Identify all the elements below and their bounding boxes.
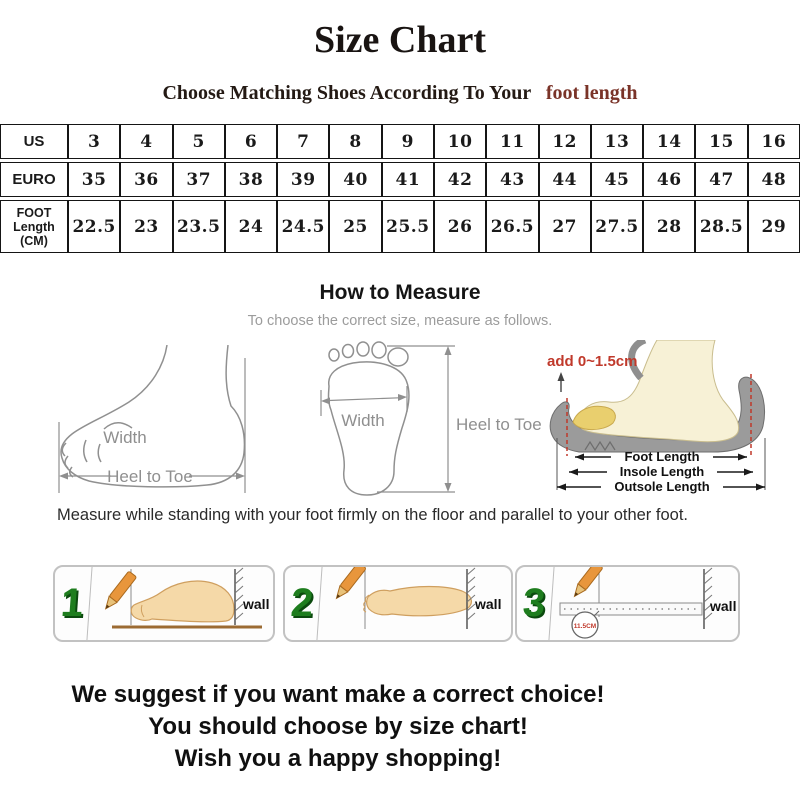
size-cell: 41	[382, 162, 434, 197]
subtitle-accent: foot length	[545, 82, 638, 104]
size-table	[0, 121, 800, 256]
size-cell: 14	[643, 124, 695, 159]
size-cell: 47	[695, 162, 747, 197]
size-cell: 11	[486, 124, 538, 159]
size-cell: 45	[591, 162, 643, 197]
size-cell: 24.5	[277, 200, 329, 253]
size-cell: 27.5	[591, 200, 643, 253]
size-cell: 13	[591, 124, 643, 159]
size-cell: 44	[539, 162, 591, 197]
wall-label: wall	[710, 598, 737, 614]
table-row-foot-length	[0, 200, 800, 253]
size-cell: 27	[539, 200, 591, 253]
footer-line-1: We suggest if you want make a correct choice!	[71, 681, 605, 708]
size-cell: 29	[748, 200, 800, 253]
wall-label: wall	[243, 596, 270, 612]
size-cell: 46	[643, 162, 695, 197]
heel-to-toe-label: Heel to Toe	[107, 467, 193, 486]
step-panel-2	[283, 565, 513, 642]
size-cell: 6	[225, 124, 277, 159]
size-cell: 16	[748, 124, 800, 159]
step-number: 3	[514, 567, 554, 640]
size-cell: 5	[173, 124, 225, 159]
size-cell: 28	[643, 200, 695, 253]
insole-length-label: Insole Length	[619, 464, 705, 479]
footer-message	[0, 679, 676, 775]
toe-patch	[573, 406, 615, 429]
ruler-value-label: 11.5CM	[573, 623, 597, 630]
footprint-diagram	[305, 340, 545, 505]
foot-length-label: Foot Length	[624, 449, 700, 464]
size-cell: 48	[748, 162, 800, 197]
table-row-us	[0, 124, 800, 159]
step-number: 2	[282, 567, 322, 640]
footprint-shape	[367, 587, 472, 616]
size-cell: 40	[329, 162, 381, 197]
size-cell: 8	[329, 124, 381, 159]
size-cell: 26.5	[486, 200, 538, 253]
size-cell: 26	[434, 200, 486, 253]
width-label: Width	[341, 411, 385, 430]
wall-label: wall	[475, 596, 502, 612]
size-cell: 15	[695, 124, 747, 159]
size-cell: 38	[225, 162, 277, 197]
step-panel-3	[515, 565, 740, 642]
size-cell: 12	[539, 124, 591, 159]
heel-to-toe-label: Heel to Toe	[456, 415, 542, 434]
size-cell: 25	[329, 200, 381, 253]
size-cell: 25.5	[382, 200, 434, 253]
width-label: Width	[103, 428, 147, 447]
measuring-note: Measure while standing with your foot firmly on the floor and parallel to your other foot.	[57, 506, 688, 524]
how-to-measure-heading: How to Measure	[319, 281, 481, 304]
size-cell: 23.5	[173, 200, 225, 253]
size-cell: 4	[120, 124, 172, 159]
subtitle-main: Choose Matching Shoes According To Your	[162, 82, 531, 104]
shoe-length-diagram	[545, 340, 800, 505]
size-cell: 3	[68, 124, 120, 159]
size-cell: 35	[68, 162, 120, 197]
size-cell: 10	[434, 124, 486, 159]
size-cell: 37	[173, 162, 225, 197]
foot-side-view-diagram	[55, 345, 305, 505]
size-cell: 39	[277, 162, 329, 197]
size-cell: 28.5	[695, 200, 747, 253]
step-panel-1	[53, 565, 275, 642]
pencil-icon	[333, 567, 367, 601]
row-label-us: US	[0, 124, 68, 159]
size-cell: 9	[382, 124, 434, 159]
footer-line-3: Wish you a happy shopping!	[174, 745, 502, 772]
row-label-foot-length: FOOT Length (CM)	[0, 200, 68, 253]
size-cell: 36	[120, 162, 172, 197]
size-cell: 23	[120, 200, 172, 253]
row-label-euro: EURO	[0, 162, 68, 197]
outsole-length-label: Outsole Length	[614, 479, 710, 494]
footer-line-2: You should choose by size chart!	[148, 713, 528, 740]
step-number: 1	[52, 567, 92, 640]
size-cell: 42	[434, 162, 486, 197]
add-allowance-label: add 0~1.5cm	[547, 353, 638, 370]
foot-shape	[131, 581, 234, 622]
table-row-euro	[0, 162, 800, 197]
pencil-icon	[571, 567, 604, 599]
how-to-measure-subheading: To choose the correct size, measure as follows.	[247, 313, 553, 329]
page-subtitle	[0, 82, 800, 105]
size-cell: 22.5	[68, 200, 120, 253]
size-cell: 7	[277, 124, 329, 159]
size-cell: 24	[225, 200, 277, 253]
page-title: Size Chart	[313, 19, 487, 61]
size-cell: 43	[486, 162, 538, 197]
